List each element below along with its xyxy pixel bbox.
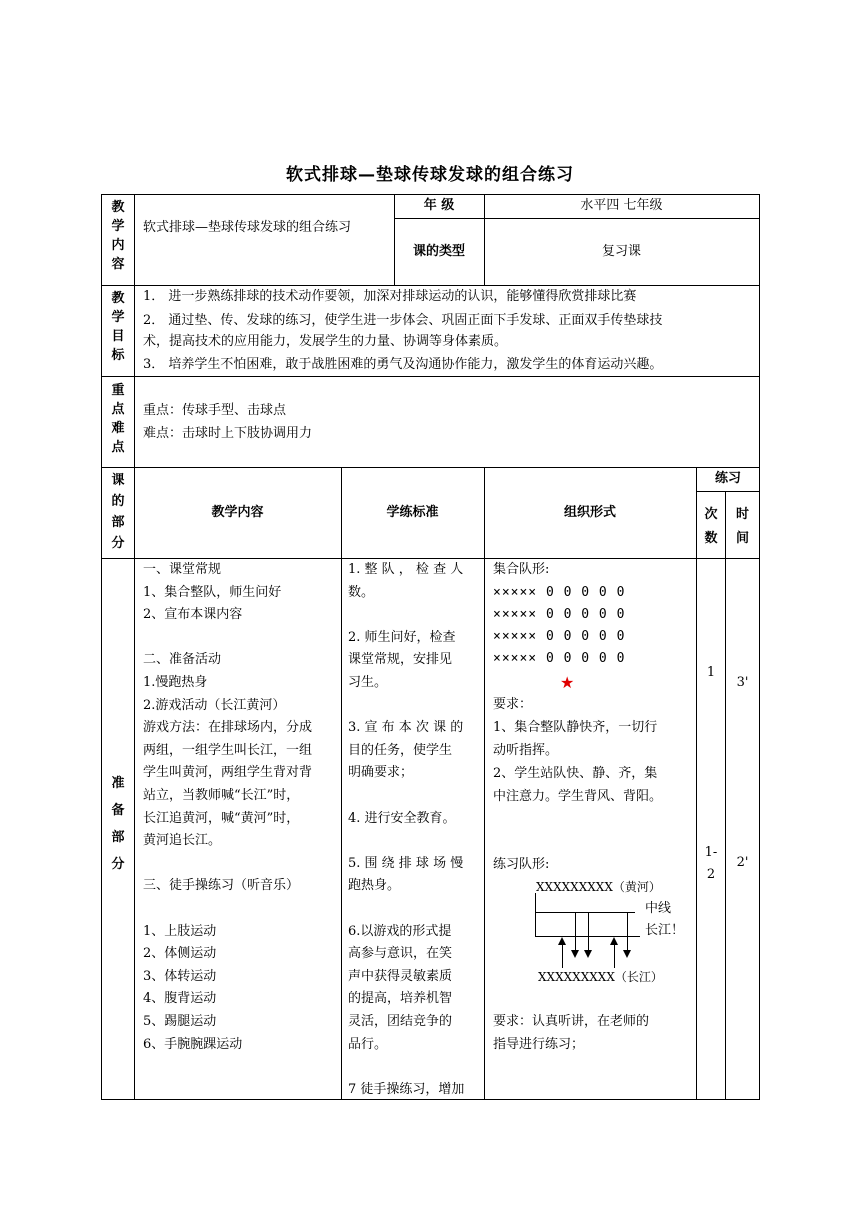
content-value: 软式排球—垫球传球发球的组合练习 bbox=[143, 220, 352, 235]
requirement-line: 指导进行练习； bbox=[493, 1037, 585, 1052]
list-line: 明确要求； bbox=[348, 765, 414, 781]
list-line: 的提高，培养机智 bbox=[348, 991, 453, 1007]
header-duration-text: 时间 bbox=[735, 507, 749, 546]
arrow-down-icon bbox=[571, 950, 579, 958]
type-label: 课的类型 bbox=[412, 244, 465, 259]
arrow-down-icon bbox=[623, 950, 631, 958]
list-line: 课堂常规，安排见 bbox=[348, 652, 453, 668]
times-value: 2 bbox=[706, 867, 716, 882]
list-line: 一、课堂常规 bbox=[143, 562, 222, 577]
list-line: 4. 进行安全教育。 bbox=[348, 810, 456, 826]
table-border bbox=[341, 467, 342, 1100]
requirement-line: 1、集合整队静快齐，一切行 bbox=[493, 720, 658, 735]
table-border bbox=[696, 467, 697, 1100]
section-label-text: 教学内容 bbox=[111, 200, 125, 272]
list-line: 1、集合整队，师生问好 bbox=[143, 584, 282, 600]
list-line: 3、体转运动 bbox=[143, 968, 217, 984]
arrow-up-icon bbox=[558, 937, 566, 945]
arrow-line bbox=[588, 912, 589, 952]
header-content: 教学内容 bbox=[211, 505, 264, 520]
practice-formation-label: 练习队形: bbox=[493, 857, 550, 872]
section-label-keypoints bbox=[101, 381, 135, 457]
duration-value: 2' bbox=[736, 855, 749, 870]
list-line: 4、腹背运动 bbox=[143, 991, 217, 1007]
list-line: 5. 围 绕 排 球 场 慢 bbox=[348, 855, 464, 871]
times-value: 1- bbox=[704, 845, 718, 860]
table-border bbox=[759, 194, 760, 1100]
header-practice: 练习 bbox=[714, 471, 741, 486]
arrow-line bbox=[627, 912, 628, 952]
requirement-line: 要求： bbox=[493, 697, 533, 712]
table-border bbox=[101, 194, 760, 195]
list-line: 高参与意识，在笑 bbox=[348, 946, 453, 962]
list-line: 2、宣布本课内容 bbox=[143, 607, 243, 623]
arrow-line bbox=[562, 944, 563, 968]
grade-label: 年 级 bbox=[423, 198, 455, 213]
list-line: 7 徒手操练习，增加 bbox=[348, 1081, 465, 1097]
list-line: 1. 整 队 ， 检 查 人 bbox=[348, 562, 464, 577]
bottom-team-label: XXXXXXXXX（长江） bbox=[538, 970, 663, 984]
list-line: 两组，一组学生叫长江，一组 bbox=[143, 742, 313, 758]
section-label-text: 课的部分 bbox=[111, 473, 125, 551]
list-line: 目的任务，使学生 bbox=[348, 742, 453, 758]
list-line: 2、体侧运动 bbox=[143, 946, 217, 962]
table-border bbox=[101, 285, 760, 286]
table-border bbox=[394, 218, 760, 219]
diagram-line bbox=[535, 912, 635, 913]
table-border bbox=[101, 558, 760, 559]
formation-label: 集合队形: bbox=[493, 562, 550, 577]
requirement-line: 2、学生站队快、静、齐，集 bbox=[493, 766, 658, 781]
requirement-line: 动听指挥。 bbox=[493, 743, 559, 758]
arrow-up-icon bbox=[610, 937, 618, 945]
arrow-line bbox=[614, 944, 615, 968]
table-border bbox=[484, 467, 485, 1100]
header-standard: 学练标准 bbox=[386, 505, 439, 520]
formation-row: ××××× 0 0 0 0 0 bbox=[493, 585, 626, 600]
requirement-line: 要求：认真听讲，在老师的 bbox=[493, 1014, 650, 1029]
list-line: 二、准备活动 bbox=[143, 652, 222, 668]
list-line: 3. 宣 布 本 次 课 的 bbox=[348, 720, 464, 736]
list-line: 6.以游戏的形式提 bbox=[348, 923, 452, 939]
header-organization: 组织形式 bbox=[563, 505, 616, 520]
table-border bbox=[696, 491, 760, 492]
section-label-text: 重点难点 bbox=[111, 383, 125, 455]
call-label: 长江！ bbox=[645, 923, 685, 938]
section-label-lesson-part bbox=[101, 470, 135, 554]
duration-value: 3' bbox=[736, 675, 749, 690]
goal-item: 3． 培养学生不怕困难，敢于战胜困难的勇气及沟通协作能力，激发学生的体育运动兴趣。 bbox=[143, 357, 663, 372]
arrow-down-icon bbox=[584, 950, 592, 958]
goal-item: 术，提高技术的应用能力，发展学生的力量、协调等身体素质。 bbox=[143, 334, 508, 349]
list-line: 游戏方法：在排球场内，分成 bbox=[143, 720, 313, 736]
header-times-text: 次数 bbox=[704, 507, 718, 546]
list-line: 灵活，团结竞争的 bbox=[348, 1014, 453, 1029]
formation-row: ××××× 0 0 0 0 0 bbox=[493, 607, 626, 622]
goal-item: 2． 通过垫、传、发球的练习，使学生进一步体会、巩固正面下手发球、正面双手传垫球技 bbox=[143, 313, 663, 328]
list-line: 跑热身。 bbox=[348, 878, 401, 894]
list-line: 品行。 bbox=[348, 1036, 388, 1052]
table-border bbox=[101, 467, 760, 468]
list-line: 黄河追长江。 bbox=[143, 833, 222, 849]
grade-value: 水平四 七年级 bbox=[580, 198, 663, 213]
list-line: 1、上肢运动 bbox=[143, 923, 217, 939]
section-label-prep bbox=[101, 770, 135, 878]
page-title: 软式排球—垫球传球发球的组合练习 bbox=[286, 165, 574, 185]
top-team-label: XXXXXXXXX（黄河） bbox=[536, 880, 661, 894]
list-line: 5、踢腿运动 bbox=[143, 1014, 217, 1029]
section-label-goals bbox=[101, 289, 135, 365]
list-line: 学生叫黄河，两组学生背对背 bbox=[143, 765, 313, 781]
times-value: 1 bbox=[706, 665, 716, 680]
list-line: 6、手腕腕踝运动 bbox=[143, 1036, 243, 1052]
midline-label: 中线 bbox=[645, 901, 672, 916]
arrow-line bbox=[575, 912, 576, 952]
list-line: 2.游戏活动（长江黄河） bbox=[143, 697, 286, 713]
formation-row: ××××× 0 0 0 0 0 bbox=[493, 629, 626, 644]
list-line: 1.慢跑热身 bbox=[143, 675, 208, 690]
list-line: 数。 bbox=[348, 584, 375, 600]
table-border bbox=[725, 491, 726, 1100]
list-line: 声中获得灵敏素质 bbox=[348, 968, 453, 984]
table-border bbox=[101, 376, 760, 377]
section-label-content bbox=[101, 198, 135, 274]
keypoint-item: 重点：传球手型、击球点 bbox=[143, 403, 287, 418]
keypoint-item: 难点：击球时上下肢协调用力 bbox=[143, 426, 313, 441]
formation-row: ××××× 0 0 0 0 0 bbox=[493, 651, 626, 666]
section-label-text: 教学目标 bbox=[111, 291, 125, 363]
section-label-text: 准备部分 bbox=[111, 776, 125, 872]
header-times bbox=[696, 503, 726, 551]
list-line: 习生。 bbox=[348, 675, 388, 690]
teacher-star-icon: ★ bbox=[560, 673, 575, 692]
requirement-line: 中注意力。学生背风、背阳。 bbox=[493, 789, 663, 804]
list-line: 三、徒手操练习（听音乐） bbox=[143, 878, 300, 894]
diagram-line bbox=[535, 893, 536, 936]
header-duration bbox=[725, 503, 760, 551]
list-line: 长江追黄河，喊“黄河”时， bbox=[143, 810, 300, 826]
goal-item: 1． 进一步熟练排球的技术动作要领，加深对排球运动的认识，能够懂得欣赏排球比赛 bbox=[143, 289, 637, 304]
list-line: 2. 师生问好，检查 bbox=[348, 629, 456, 645]
list-line: 站立，当教师喊“长江”时， bbox=[143, 788, 300, 803]
type-value: 复习课 bbox=[601, 244, 641, 259]
